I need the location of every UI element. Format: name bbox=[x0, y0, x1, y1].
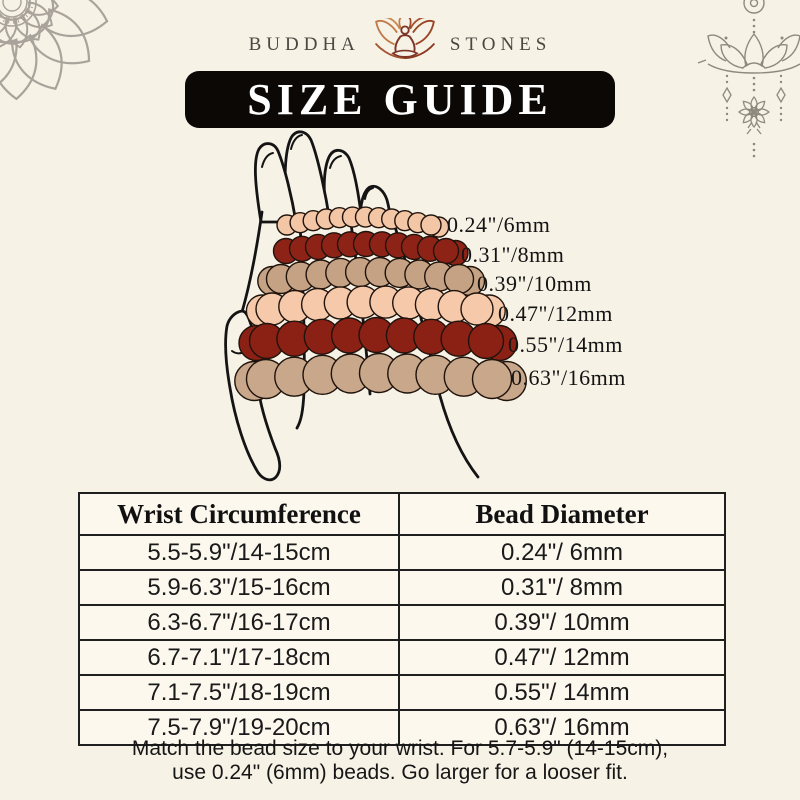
bead bbox=[473, 360, 512, 399]
brand-name-right: STONES bbox=[449, 34, 552, 55]
table-row bbox=[79, 640, 725, 675]
table-cell: 7.1-7.5"/18-19cm bbox=[79, 675, 399, 710]
footer-line-1: Match the bead size to your wrist. For 5.7-5.9" (14-15cm), bbox=[131, 737, 669, 760]
footer-line-2: use 0.24" (6mm) beads. Go larger for a looser fit. bbox=[172, 761, 628, 784]
size-guide-banner bbox=[185, 71, 615, 128]
table-cell: 6.3-6.7"/16-17cm bbox=[79, 605, 399, 640]
table-cell: 0.39"/ 10mm bbox=[399, 605, 725, 640]
table-header-cell: Bead Diameter bbox=[399, 493, 725, 535]
bracelet-size-label: 0.63"/16mm bbox=[511, 365, 626, 390]
brand-name-left: BUDDHA bbox=[248, 34, 360, 55]
bracelet-size-label: 0.24"/6mm bbox=[447, 212, 551, 237]
bead bbox=[461, 293, 493, 325]
table-cell: 0.55"/ 14mm bbox=[399, 675, 725, 710]
size-table bbox=[78, 492, 726, 746]
bracelet-size-label: 0.31"/8mm bbox=[461, 242, 565, 267]
table-cell: 5.9-6.3"/15-16cm bbox=[79, 570, 399, 605]
table-header-cell: Wrist Circumference bbox=[79, 493, 399, 535]
brand-logo bbox=[0, 16, 800, 74]
table-cell: 0.24"/ 6mm bbox=[399, 535, 725, 570]
bracelet-size-label: 0.55"/14mm bbox=[508, 332, 623, 357]
bead bbox=[445, 265, 474, 294]
size-table-body bbox=[79, 535, 725, 745]
table-row bbox=[79, 570, 725, 605]
table-cell: 5.5-5.9"/14-15cm bbox=[79, 535, 399, 570]
small-flower-decoration bbox=[739, 97, 769, 127]
size-table-head bbox=[79, 493, 725, 535]
bracelet-size-label: 0.47"/12mm bbox=[498, 301, 613, 326]
bracelet-size-label: 0.39"/10mm bbox=[477, 271, 592, 296]
table-row bbox=[79, 605, 725, 640]
lotus-meditation-icon bbox=[372, 18, 438, 72]
bead bbox=[434, 239, 459, 264]
footer-note bbox=[0, 737, 800, 785]
table-cell: 6.7-7.1"/17-18cm bbox=[79, 640, 399, 675]
bracelet-row bbox=[235, 354, 527, 401]
table-cell: 7.5-7.9"/19-20cm bbox=[79, 710, 399, 745]
table-cell: 0.47"/ 12mm bbox=[399, 640, 725, 675]
table-row bbox=[79, 535, 725, 570]
bead bbox=[421, 215, 441, 235]
table-cell: 0.63"/ 16mm bbox=[399, 710, 725, 745]
size-guide-title: SIZE GUIDE bbox=[247, 75, 553, 124]
table-row bbox=[79, 675, 725, 710]
table-cell: 0.31"/ 8mm bbox=[399, 570, 725, 605]
bead bbox=[469, 324, 504, 359]
